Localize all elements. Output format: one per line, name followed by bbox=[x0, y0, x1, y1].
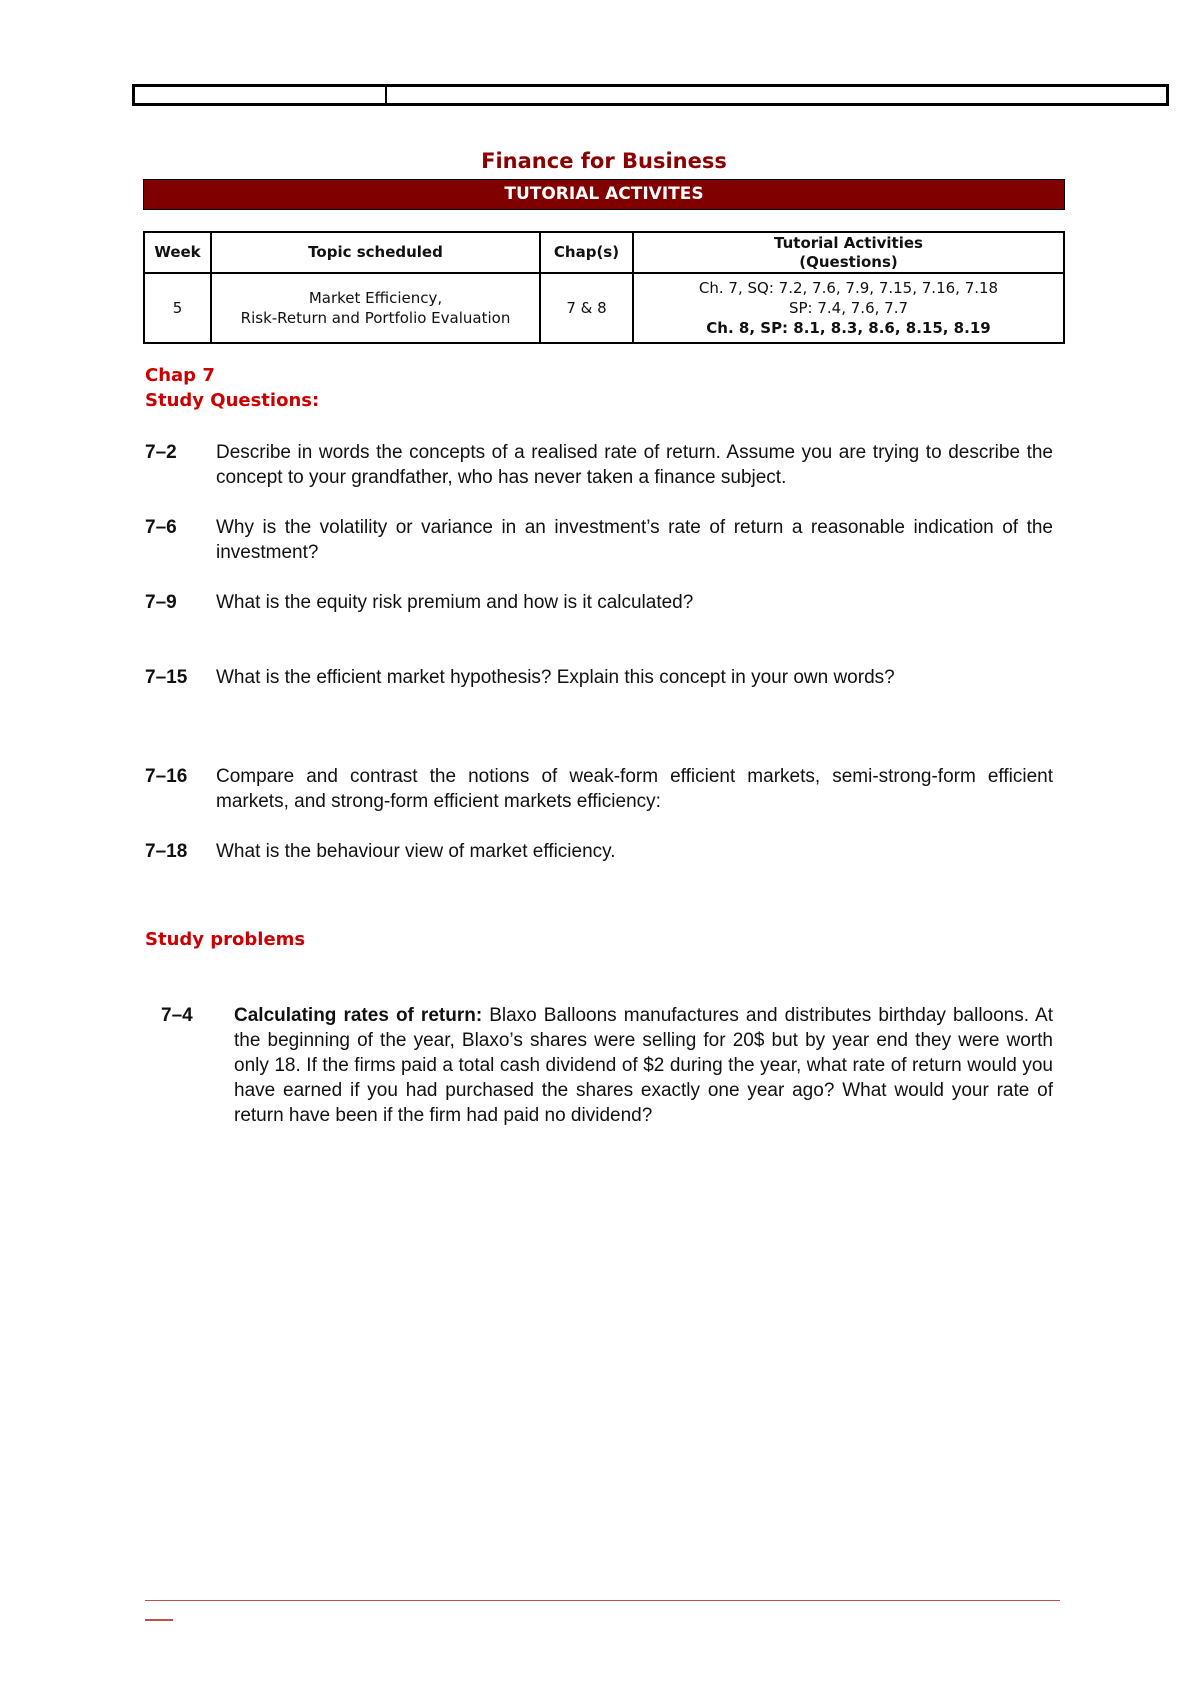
table-row bbox=[144, 273, 1064, 343]
question-number: 7–18 bbox=[145, 841, 188, 862]
header-chaps: Chap(s) bbox=[540, 232, 633, 273]
header-cell-right bbox=[387, 87, 1166, 103]
study-questions-heading: Study Questions: bbox=[145, 390, 320, 411]
question-text: Compare and contrast the notions of weak-form efficient markets, semi-strong-form efficient markets, and strong-form efficient markets efficiency: bbox=[216, 766, 1053, 812]
header-activities-line1: Tutorial Activities bbox=[774, 233, 923, 252]
question-text: Describe in words the concepts of a realised rate of return. Assume you are trying to describe the concept to your grandfather, who has never taken a finance subject. bbox=[216, 442, 1053, 488]
cell-activities bbox=[633, 273, 1064, 343]
header-topic: Topic scheduled bbox=[211, 232, 540, 273]
footer-rule bbox=[145, 1600, 1060, 1601]
question-item bbox=[145, 764, 1053, 814]
activities-line2: SP: 7.4, 7.6, 7.7 bbox=[788, 299, 909, 317]
question-number: 7–16 bbox=[145, 766, 188, 787]
footer-mark bbox=[145, 1619, 173, 1621]
document-title: Finance for Business bbox=[481, 149, 727, 173]
question-item bbox=[145, 515, 1053, 565]
question-item bbox=[145, 440, 1053, 490]
question-number: 7–9 bbox=[145, 592, 177, 613]
question-text: What is the behaviour view of market efficiency. bbox=[216, 841, 616, 862]
header-week: Week bbox=[144, 232, 211, 273]
question-item bbox=[145, 839, 1053, 864]
question-number: 7–6 bbox=[145, 517, 177, 538]
cell-week: 5 bbox=[144, 273, 211, 343]
question-text: What is the efficient market hypothesis? Explain this concept in your own words? bbox=[216, 667, 895, 688]
question-number: 7–2 bbox=[145, 442, 177, 463]
question-text: Why is the volatility or variance in an investment’s rate of return a reasonable indication of the investment? bbox=[216, 517, 1053, 563]
header-activities-line2: (Questions) bbox=[799, 252, 898, 271]
tutorial-activities-band: TUTORIAL ACTIVITES bbox=[143, 179, 1065, 210]
cell-topic bbox=[211, 273, 540, 343]
topic-line1: Market Efficiency, bbox=[308, 289, 443, 307]
problem-text bbox=[234, 1003, 1053, 1128]
schedule-header-row bbox=[144, 232, 1064, 273]
topic-line2: Risk-Return and Portfolio Evaluation bbox=[240, 309, 511, 327]
header-cell-left bbox=[135, 87, 387, 103]
question-item bbox=[145, 590, 1053, 615]
header-box bbox=[132, 84, 1169, 106]
problem-title: Calculating rates of return: bbox=[234, 1005, 483, 1026]
chapter-heading: Chap 7 bbox=[145, 365, 215, 386]
question-number: 7–15 bbox=[145, 667, 188, 688]
question-item bbox=[145, 665, 1053, 690]
activities-line3: Ch. 8, SP: 8.1, 8.3, 8.6, 8.15, 8.19 bbox=[706, 319, 991, 337]
study-problems-heading: Study problems bbox=[145, 929, 306, 950]
header-activities bbox=[633, 232, 1064, 273]
problem-number: 7–4 bbox=[161, 1005, 193, 1026]
problem-body: Blaxo Balloons manufactures and distributes birthday balloons. At the beginning of the year, Blaxo’s shares were selling for 20$ but by year end they were worth only 18. If the firms paid a total cash dividend of $2 during the year, what rate of return would you have earned if you had purchased the shares exactly one year ago? What would your rate of return have been if the firm had paid no dividend? bbox=[234, 1005, 1053, 1126]
cell-chaps: 7 & 8 bbox=[540, 273, 633, 343]
question-text: What is the equity risk premium and how is it calculated? bbox=[216, 592, 694, 613]
problem-item bbox=[161, 1003, 1053, 1128]
activities-line1: Ch. 7, SQ: 7.2, 7.6, 7.9, 7.15, 7.16, 7.18 bbox=[698, 279, 999, 297]
schedule-table bbox=[143, 231, 1065, 344]
